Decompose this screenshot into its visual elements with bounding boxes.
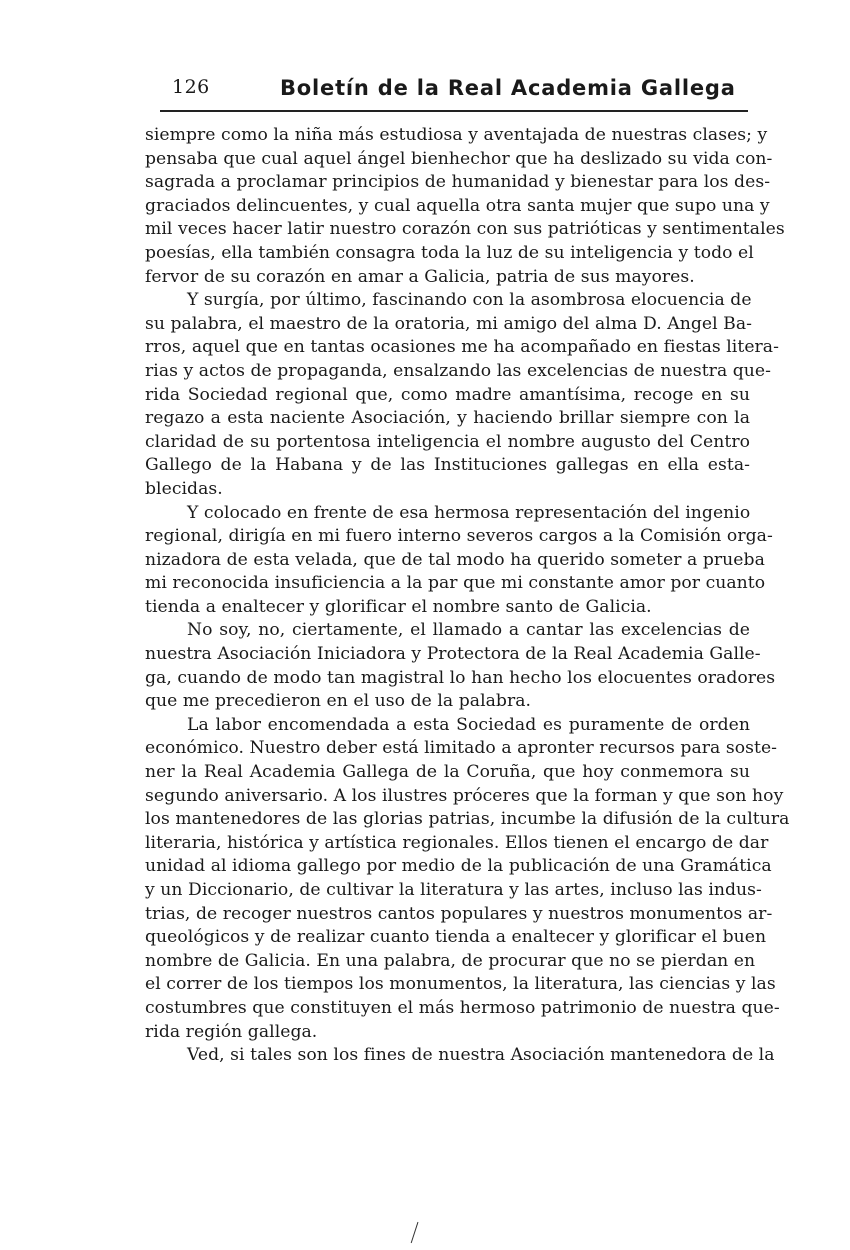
text-line: y un Diccionario, de cultivar la literatura y las artes, incluso las indus- (145, 880, 762, 900)
text-line: su palabra, el maestro de la oratoria, mi amigo del alma D. Angel Ba- (145, 313, 752, 334)
text-line: los mantenedores de las glorias patrias, incumbe la difusión de la cultura (145, 809, 790, 830)
text-line: Gallego de la Habana y de las Instituciones gallegas en ella esta- (145, 455, 750, 476)
text-line: rias y actos de propaganda, ensalzando las excelencias de nuestra que- (145, 360, 772, 381)
text-line: ga, cuando de modo tan magistral lo han hecho los elocuentes oradores (145, 667, 776, 688)
text-line: queológicos y de realizar cuanto tienda a enaltecer y glorificar el buen (145, 927, 767, 948)
paragraph-start-line: La labor encomendada a esta Sociedad es puramente de orden (187, 714, 750, 735)
page-number: 126 (172, 76, 210, 98)
pencil-mark (411, 1222, 422, 1244)
text-line: blecidas. (145, 478, 223, 499)
text-line: pensaba que cual aquel ángel bienhechor que ha deslizado su vida con- (145, 148, 773, 169)
text-line: trias, de recoger nuestros cantos populares y nuestros monumentos ar- (145, 903, 773, 924)
text-line: regional, dirigía en mi fuero interno severos cargos a la Comisión orga- (145, 526, 773, 547)
text-line: siempre como la niña más estudiosa y aventajada de nuestras clases; y (145, 125, 768, 145)
text-line: segundo aniversario. A los ilustres próceres que la forman y que son hoy (145, 785, 784, 806)
text-line: nizadora de esta velada, que de tal modo ha querido someter a prueba (145, 549, 765, 570)
text-line: tienda a enaltecer y glorificar el nombre santo de Galicia. (145, 596, 652, 617)
text-line: graciados delincuentes, y cual aquella otra santa mujer que supo una y (145, 195, 770, 216)
text-line: mi reconocida insuficiencia a la par que mi constante amor por cuanto (145, 573, 766, 594)
text-line: sagrada a proclamar principios de humanidad y bienestar para los des- (145, 172, 771, 193)
text-line: mil veces hacer latir nuestro corazón con sus patrióticas y sentimentales (145, 219, 785, 240)
header-rule (160, 110, 748, 112)
text-line: que me precedieron en el uso de la palabra. (145, 691, 532, 712)
paragraph-start-line: No soy, no, ciertamente, el llamado a cantar las excelencias de (187, 620, 750, 641)
running-title: Boletín de la Real Academia Gallega (280, 76, 736, 100)
text-line: unidad al idioma gallego por medio de la publicación de una Gramática (145, 856, 772, 877)
text-line: rros, aquel que en tantas ocasiones me ha acompañado en fiestas litera- (145, 337, 779, 358)
text-line: el correr de los tiempos los monumentos, la literatura, las ciencias y las (145, 974, 776, 995)
text-line: económico. Nuestro deber está limitado a apronter recursos para soste- (145, 738, 778, 759)
page-header (160, 76, 748, 110)
text-line: literaria, histórica y artística regionales. Ellos tienen el encargo de dar (145, 832, 769, 853)
text-line: costumbres que constituyen el más hermoso patrimonio de nuestra que- (145, 997, 780, 1018)
text-line: rida Sociedad regional que, como madre amantísima, recoge en su (145, 384, 750, 405)
text-line: nombre de Galicia. En una palabra, de procurar que no se pierdan en (145, 950, 756, 971)
paragraph-start-line: Ved, si tales son los fines de nuestra Asociación mantenedora de la (187, 1045, 775, 1066)
text-line: rida región gallega. (145, 1021, 318, 1042)
paragraph-start-line: Y colocado en frente de esa hermosa representación del ingenio (187, 502, 751, 523)
text-line: poesías, ella también consagra toda la luz de su inteligencia y todo el (145, 242, 754, 263)
text-line: nuestra Asociación Iniciadora y Protectora de la Real Academia Galle- (145, 644, 761, 665)
text-line: claridad de su portentosa inteligencia el nombre augusto del Centro (145, 431, 750, 452)
paragraph-start-line: Y surgía, por último, fascinando con la asombrosa elocuencia de (187, 290, 752, 311)
body-text (145, 124, 790, 1068)
text-line: ner la Real Academia Gallega de la Coruña, que hoy conmemora su (145, 762, 750, 783)
text-line: fervor de su corazón en amar a Galicia, patria de sus mayores. (145, 266, 695, 287)
text-line: regazo a esta naciente Asociación, y haciendo brillar siempre con la (145, 408, 750, 429)
